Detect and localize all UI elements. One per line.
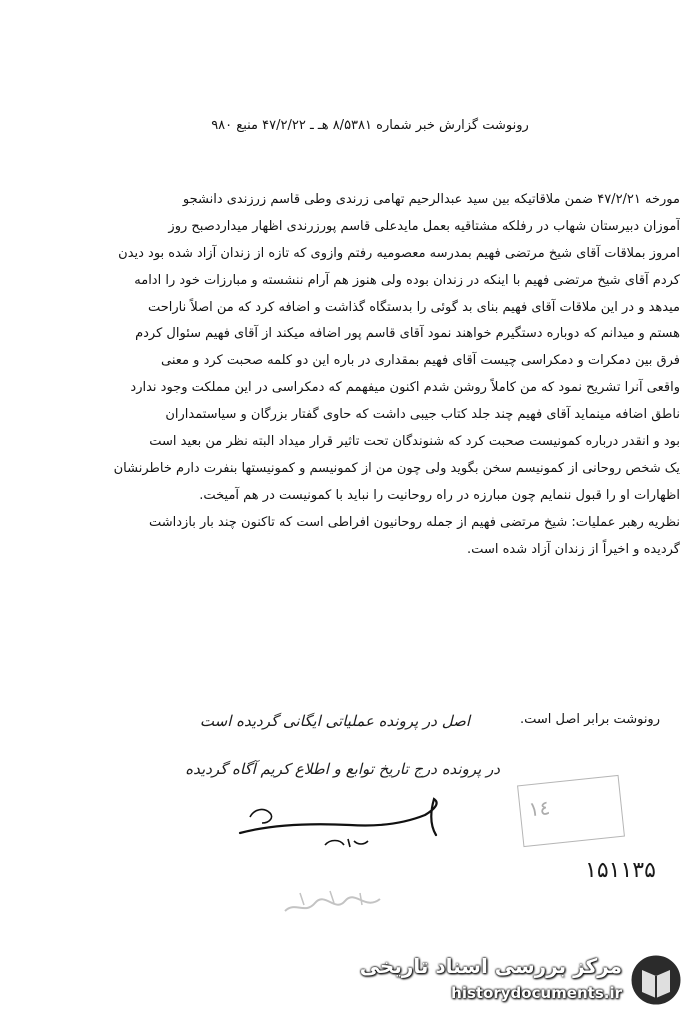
document-body [20, 187, 680, 563]
faded-handwriting-mark [280, 883, 390, 923]
body-line: مورخه ۴۷/۲/۲۱ ضمن ملاقاتیکه بین سید عبدالرحیم تهامی زرندی وطی قاسم زرزندی دانشجو [182, 192, 680, 207]
archive-number: ۱۵۱۱۳۵ [585, 858, 656, 883]
body-line: میدهد و در این ملاقات آقای فهیم بنای بد گوئی را بدستگاه گذاشت و اضافه کرد که من اصلاً ناراحت [147, 299, 680, 315]
handwritten-signature [230, 795, 460, 855]
body-line: هستم و میدانم که دوباره دستگیرم خواهند نمود آقای قاسم پور اضافه میکند از آقای فهیم سئوال کردم [135, 326, 680, 342]
body-line: کردم آقای شیخ مرتضی فهیم با اینکه در زندان بوده ولی هنوز هم آرام ننشسته و مبارزات خود را ادامه [134, 272, 680, 288]
body-line: گردیده و اخیراً از زندان آزاد شده است. [467, 541, 680, 557]
handwritten-note: در پرونده درج تاریخ توابع و اطلاع کریم آگاه گردیده [185, 760, 500, 778]
body-line: اظهارات او را قبول ننمایم چون مبارزه در راه روحانیت را نباید با کمونیست در هم آمیخت. [199, 487, 680, 503]
handwritten-note: اصل در پرونده عملیاتی ایگانی گردیده است [199, 712, 470, 730]
body-line: آموزان دبیرستان شهاب در رفلکه مشتاقیه بعمل مایدعلی قاسم پورزرندی اظهار میداردصبح روز [168, 218, 680, 234]
body-line: امروز بملاقات آقای شیخ مرتضی فهیم بمدرسه معصومیه رفتم وازوی که تازه از زندان آزاد شده بود دیدن [118, 245, 680, 261]
body-line: ناطق اضافه مینماید آقای فهیم چند جلد کتاب جیبی داشت که حاوی گفتار بزرگان و سیاستمداران [165, 407, 680, 423]
book-logo-icon [628, 952, 684, 1008]
body-line: فرق بین دمکرات و دمکراسی چیست آقای فهیم بمقداری در باره این دو کلمه صحبت کرد و معنی [161, 353, 680, 369]
body-line: نظریه رهبر عملیات: شیخ مرتضی فهیم از جمله روحانیون افراطی است که تاکنون چند بار بازداشت [149, 514, 680, 530]
copy-certification-note: رونوشت برابر اصل است. [519, 712, 660, 727]
body-line: یک شخص روحانی از کمونیسم سخن بگوید ولی چون من از کمونیسم و کمونیستها بنفرت دارم خاطرنشان [113, 460, 680, 476]
body-line: بود و انقدر درباره کمونیست صحبت کرد که شنوندگان تحت تاثیر قرار میداد البته نظر من بعید است [149, 434, 680, 450]
watermark-url: historydocuments.ir [451, 984, 622, 1002]
body-line: واقعی آنرا تشریح نمود که من کاملاً روشن شدم اکنون میفهمم که دمکراسی در این مملکت وجود ندارد [130, 380, 680, 396]
document-header: رونوشت گزارش خبر شماره ۸/۵۳۸۱ هـ ـ ۴۷/۲/۲۲ منبع ۹۸۰ [211, 118, 529, 133]
faded-stamp: ١٤ [517, 775, 625, 847]
watermark-title: مرکز بررسی اسناد تاریخی [359, 954, 622, 978]
watermark [359, 950, 684, 1010]
